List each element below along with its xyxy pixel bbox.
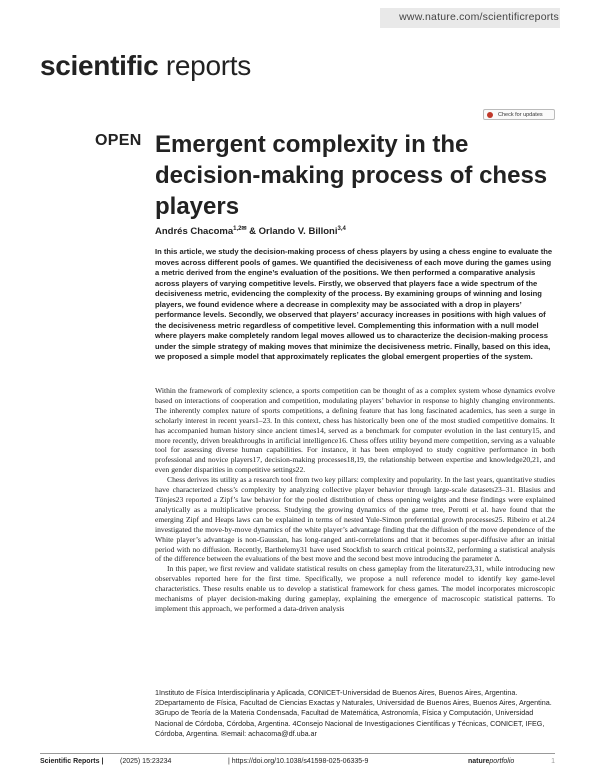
publisher-logo — [468, 758, 514, 765]
author-affiliation-sup: 1,2 — [233, 226, 242, 232]
article-body — [155, 386, 555, 614]
journal-url[interactable]: www.nature.com/scientificreports — [399, 11, 559, 23]
crossmark-icon — [487, 112, 493, 118]
open-access-label: OPEN — [95, 132, 142, 149]
footer-volume: (2025) 15:23234 — [120, 758, 172, 765]
author-name[interactable]: Orlando V. Billoni — [258, 226, 338, 238]
author-affiliation-sup: 3,4 — [337, 226, 346, 232]
brand-light: reports — [165, 50, 251, 81]
footer-divider — [40, 753, 555, 754]
author-separator: & — [246, 226, 259, 238]
journal-brand[interactable] — [40, 50, 251, 82]
page-footer — [40, 758, 555, 772]
article-title: Emergent complexity in the decision-making process of chess players — [155, 131, 548, 220]
footer-journal: Scientific Reports | — [40, 758, 104, 765]
publisher-italic: portfolio — [489, 758, 515, 765]
body-paragraph: Within the framework of complexity science, a sports competition can be thought of as a complex system whose dynamics evolve based on interactions of cooperation and competition, modulating players’ behavior in response to highly changing environments. The inherently complex nature of sports competitions, a defining feature that has long fascinated academics, has seen a surge in scholarly interest in recent years1–23. In this context, chess has historically been one of the most studied competitive domains. It has accompanied human history since ancient times14, served as a benchmark for computer evolution in the last century15, and more recently, driven breakthroughs in artificial intelligence16. Chess offers utility beyond mere competition, serving as a valuable tool for assessing diverse human capabilities. For instance, it has been employed to study cognitive performance in both professional and novice players17, decision-making processes18,19, the relationship between expertise and knowledge20,21, and even gender disparities in competitive settings22. — [155, 386, 555, 475]
publisher-bold: nature — [468, 758, 490, 765]
author-name[interactable]: Andrés Chacoma — [155, 226, 234, 238]
abstract: In this article, we study the decision-making process of chess players by using a chess engine to evaluate the moves across different pools of games. We quantified the decisiveness of each move during the games using a metric derived from the engine’s evaluation of the positions. We then performed a comparative analysis across players of varying competitive levels. Firstly, we observed that players face a wide spectrum of the decisiveness metric, evidencing the complexity of the process. By examining groups of winning and losing players, we found evidence where a decrease in complexity may be associated with a drop in players’ performance levels. Secondly, we observed that players’ accuracy increases in positions with high values of the decisiveness metric regardless of competitive level. Complementing this information with a null model where players make completely random legal moves allowed us to characterize the decision-making process under the simple strategy of making moves that minimize the decisiveness metric. Finally, based on this idea, we proposed a simple model that approximately replicates the global emergent properties of the system. — [155, 247, 553, 362]
affiliations: 1Instituto de Física Interdisciplinaria y Aplicada, CONICET-Universidad de Buenos Aires, Buenos Aires, Argentina. 2Departamento de Física, Facultad de Ciencias Exactas y Naturales, Universidad de Buenos Aires, Buenos Aires, Argentina. 3Grupo de Teoría de la Materia Condensada, Facultad de Matemática, Astronomía, Física y Computación, Universidad Nacional de Córdoba, Córdoba, Argentina. 4Consejo Nacional de Investigaciones Científicas y Técnicas, CONICET, IFEG, Córdoba, Argentina. ✉email: achacoma@df.uba.ar — [155, 688, 552, 738]
body-paragraph: Chess derives its utility as a research tool from two key pillars: complexity and popularity. In the last years, quantitative studies have characterized chess’s complexity by analyzing collective player behavior through large-scale datasets23–31. Blasius and Tönjes23 reported a Zipf’s law behavior for the pooled distribution of chess opening weights and these findings were explained analytically as a multiplicative process. Studying the growing dynamics of the game tree, Perotti et al. have found that the emerging Zipf and Heaps laws can be explained in terms of nested Yule-Simon preferential growth processes25. Ribeiro et al.24 investigated the move-by-move dynamics of the white player’s advantage finding that the diffusion of the move dependence of the White player’s advantage is non-Gaussian, has long-ranged anti-correlations and that it becomes super-diffusive after an initial period with no diffusion. Recently, Barthelemy31 have used Stockfish to search critical points32, performing a statistical analysis of the difference between the evaluations of the best move and the second best move introducing the parameter Δ. — [155, 475, 555, 564]
mail-icon[interactable]: ✉ — [241, 226, 247, 232]
top-bar — [0, 0, 595, 36]
brand-bold: scientific — [40, 50, 159, 81]
footer-doi-link[interactable]: | https://doi.org/10.1038/s41598-025-06335-9 — [228, 758, 369, 765]
page-number: 1 — [551, 758, 555, 765]
check-updates-label: Check for updates — [498, 112, 543, 118]
body-paragraph: In this paper, we first review and validate statistical results on chess gameplay from the literature23,31, while introducing new observables reported here for the first time. Specifically, we propose a null reference model to identify key game-level characteristics. These results enable us to develop a statistical framework for chess games. The model incorporates microscopic mechanisms of player decision-making during gameplay, explaining the emergence of macroscopic statistical patterns. To implement this approach, we performed a data-driven analysis — [155, 564, 555, 613]
check-for-updates-button[interactable] — [483, 109, 555, 120]
author-list — [155, 225, 346, 237]
